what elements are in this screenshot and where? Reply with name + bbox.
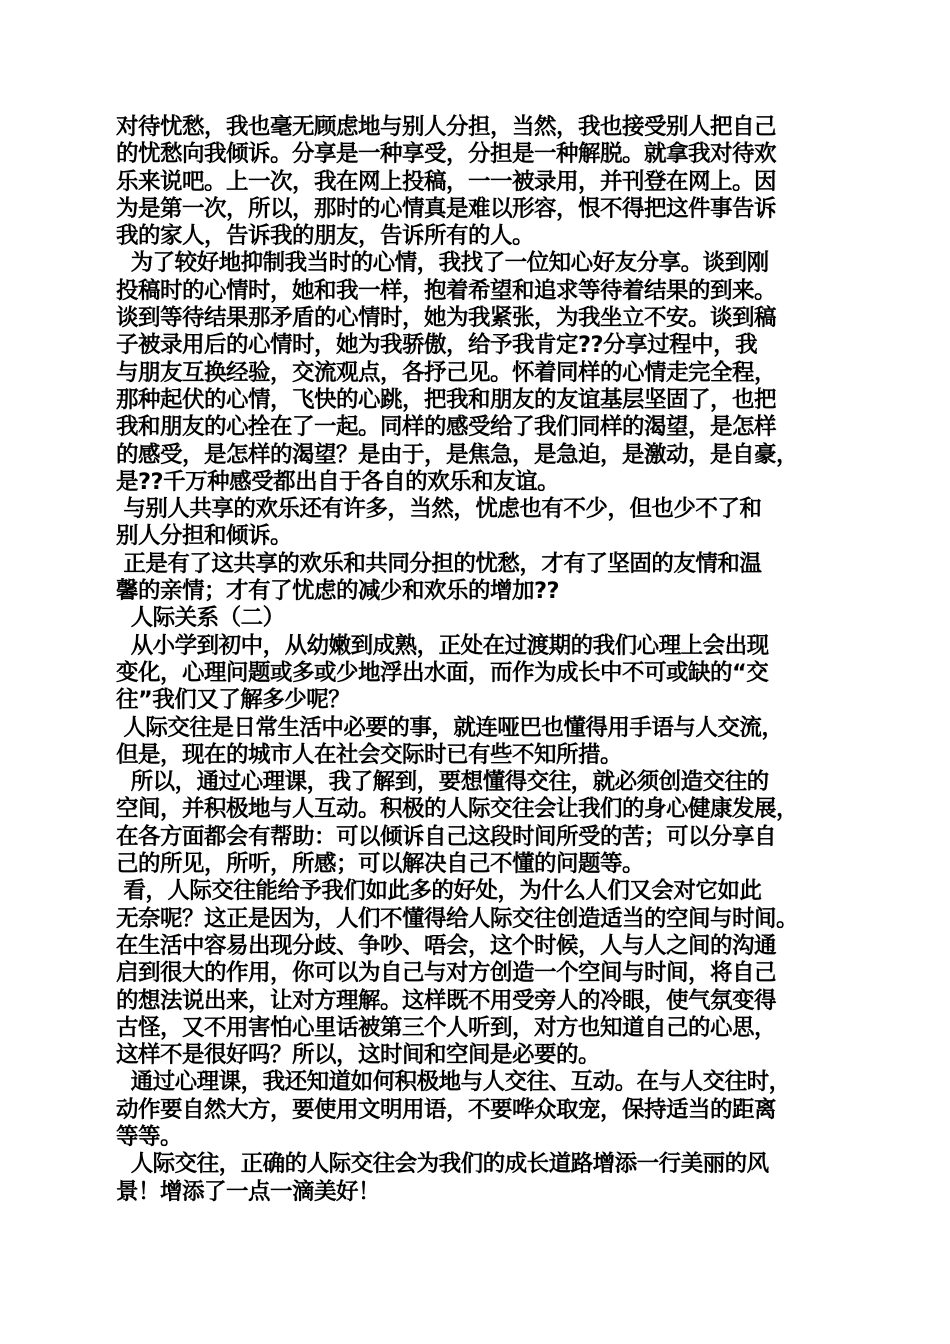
text-line: 所以，通过心理课，我了解到，要想懂得交往，就必须创造交往的 [116,769,769,796]
text-line: 通过心理课，我还知道如何积极地与人交往、互动。在与人交往时， [116,1069,791,1096]
text-line: 等等。 [116,1123,183,1150]
text-line: 空间，并积极地与人互动。积极的人际交往会让我们的身心健康发展， [116,796,799,823]
text-line: 的忧愁向我倾诉。分享是一种享受，分担是一种解脱。就拿我对待欢 [116,141,777,168]
text-line: 为了较好地抑制我当时的心情，我找了一位知心好友分享。谈到刚 [116,250,769,277]
text-line: 的感受，是怎样的渴望？是由于，是焦急，是急迫，是激动，是自豪， [116,441,799,468]
text-line: 在各方面都会有帮助：可以倾诉自己这段时间所受的苦；可以分享自 [116,823,777,850]
text-line: 我和朋友的心拴在了一起。同样的感受给了我们同样的渴望，是怎样 [116,414,777,441]
text-line: 看，人际交往能给予我们如此多的好处，为什么人们又会对它如此 [116,878,762,905]
text-line: 往”我们又了解多少呢？ [116,687,351,714]
text-line: 为是第一次，所以，那时的心情真是难以形容，恨不得把这件事告诉 [116,195,777,222]
text-line: 人际交往，正确的人际交往会为我们的成长道路增添一行美丽的风 [116,1151,769,1178]
text-line: 子被录用后的心情时，她为我骄傲，给予我肯定??分享过程中，我 [116,332,758,359]
text-line: 投稿时的心情时，她和我一样，抱着希望和追求等待着结果的到来。 [116,277,777,304]
text-line: 馨的亲情；才有了忧虑的减少和欢乐的增加?? [116,578,560,605]
text-line: 乐来说吧。上一次，我在网上投稿，一一被录用，并刊登在网上。因 [116,168,777,195]
text-line: 与别人共享的欢乐还有许多，当然，忧虑也有不少，但也少不了和 [116,496,762,523]
text-line: 别人分担和倾诉。 [116,523,293,550]
text-line: 景！增添了一点一滴美好！ [116,1178,381,1205]
text-line: 启到很大的作用，你可以为自己与对方创造一个空间与时间，将自己 [116,960,777,987]
text-line: 动作要自然大方，要使用文明用语，不要哗众取宠，保持适当的距离 [116,1096,777,1123]
text-line: 但是，现在的城市人在社会交际时已有些不知所措。 [116,741,623,768]
document-body [116,114,856,1206]
text-line: 从小学到初中，从幼嫩到成熟，正处在过渡期的我们心理上会出现 [116,632,769,659]
text-line: 无奈呢？这正是因为，人们不懂得给人际交往创造适当的空间与时间。 [116,905,799,932]
text-line: 在生活中容易出现分歧、争吵、唔会，这个时候，人与人之间的沟通 [116,932,777,959]
text-line: 那种起伏的心情，飞快的心跳，把我和朋友的友谊基层坚固了，也把 [116,386,777,413]
text-line: 这样不是很好吗？所以，这时间和空间是必要的。 [116,1042,601,1069]
text-line: 变化，心理问题或多或少地浮出水面，而作为成长中不可或缺的“交 [116,659,769,686]
text-line: 己的所见，所听，所感；可以解决自己不懂的问题等。 [116,851,645,878]
text-line: 谈到等待结果那矛盾的心情时，她为我紧张，为我坐立不安。谈到稿 [116,305,777,332]
text-line: 的想法说出来，让对方理解。这样既不用受旁人的冷眼，使气氛变得 [116,987,777,1014]
text-line: 我的家人，告诉我的朋友，告诉所有的人。 [116,223,535,250]
text-line: 人际关系（二） [116,605,285,632]
text-line: 与朋友互换经验，交流观点，各抒己见。怀着同样的心情走完全程， [116,359,777,386]
text-line: 对待忧愁，我也毫无顾虑地与别人分担，当然，我也接受别人把自己 [116,114,777,140]
text-line: 人际交往是日常生活中必要的事，就连哑巴也懂得用手语与人交流， [116,714,784,741]
text-line: 是??千万种感受都出自于各自的欢乐和友谊。 [116,468,560,495]
text-line: 古怪，又不用害怕心里话被第三个人听到，对方也知道自己的心思， [116,1014,777,1041]
text-line: 正是有了这共享的欢乐和共同分担的忧愁，才有了坚固的友情和温 [116,550,762,577]
